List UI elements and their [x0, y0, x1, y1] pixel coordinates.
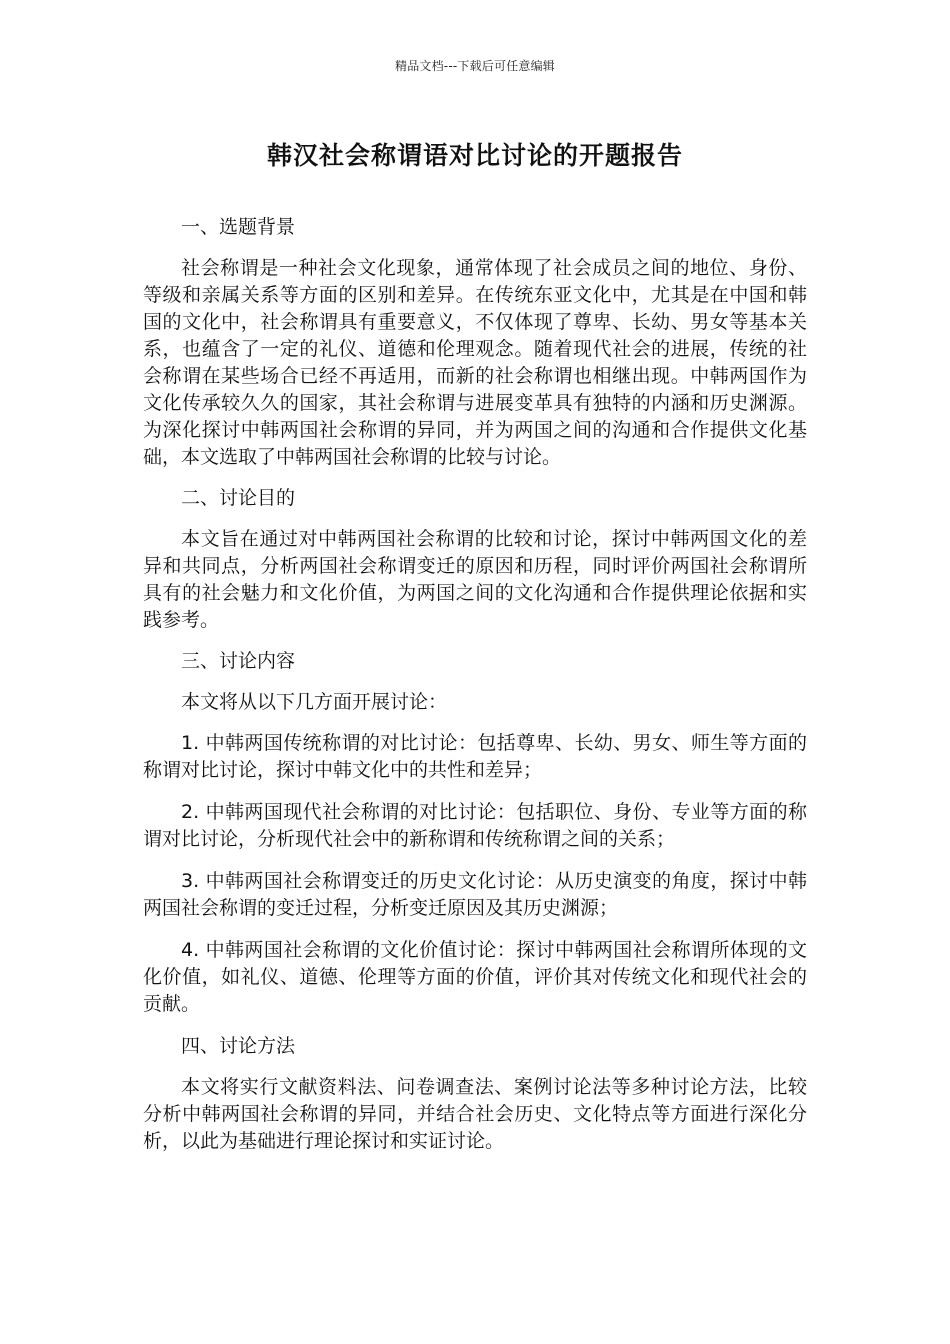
purpose-paragraph: 本文旨在通过对中韩两国社会称谓的比较和讨论，探讨中韩两国文化的差异和共同点，分析两国社会称谓变迁的原因和历程，同时评价两国社会称谓所具有的社会魅力和文化价值，为两国之间的文化沟通和合作提供理论依据和实践参考。: [143, 528, 807, 631]
section-heading-method: 四、讨论方法: [181, 1035, 296, 1057]
method-paragraph: 本文将实行文献资料法、问卷调查法、案例讨论法等多种讨论方法，比较分析中韩两国社会称谓的异同，并结合社会历史、文化特点等方面进行深化分析，以此为基础进行理论探讨和实证讨论。: [143, 1076, 807, 1152]
content-list-item: 3. 中韩两国社会称谓变迁的历史文化讨论：从历史演变的角度，探讨中韩两国社会称谓的变迁过程，分析变迁原因及其历史渊源；: [143, 870, 807, 919]
background-paragraph: 社会称谓是一种社会文化现象，通常体现了社会成员之间的地位、身份、等级和亲属关系等方面的区别和差异。在传统东亚文化中，尤其是在中国和韩国的文化中，社会称谓具有重要意义，不仅体现了尊卑、长幼、男女等基本关系，也蕴含了一定的礼仪、道德和伦理观念。随着现代社会的进展，传统的社会称谓在某些场合已经不再适用，而新的社会称谓也相继出现。中韩两国作为文化传承较久久的国家，其社会称谓与进展变革具有独特的内涵和历史渊源。为深化探讨中韩两国社会称谓的异同，并为两国之间的沟通和合作提供文化基础，本文选取了中韩两国社会称谓的比较与讨论。: [143, 257, 807, 468]
content-intro: 本文将从以下几方面开展讨论：: [181, 691, 448, 713]
section-heading-purpose: 二、讨论目的: [181, 487, 296, 509]
header-note: 精品文档---下载后可任意编辑: [395, 59, 555, 73]
document-body: [143, 214, 807, 1169]
content-list-item: 1. 中韩两国传统称谓的对比讨论：包括尊卑、长幼、男女、师生等方面的称谓对比讨论，探讨中韩文化中的共性和差异；: [143, 732, 807, 781]
content-list-item: 4. 中韩两国社会称谓的文化价值讨论：探讨中韩两国社会称谓所体现的文化价值，如礼仪、道德、伦理等方面的价值，评价其对传统文化和现代社会的贡献。: [143, 939, 807, 1015]
document-title: 韩汉社会称谓语对比讨论的开题报告: [266, 141, 683, 170]
section-heading-background: 一、选题背景: [181, 216, 296, 238]
content-list-item: 2. 中韩两国现代社会称谓的对比讨论：包括职位、身份、专业等方面的称谓对比讨论，分析现代社会中的新称谓和传统称谓之间的关系；: [143, 801, 807, 850]
section-heading-content: 三、讨论内容: [181, 650, 296, 672]
